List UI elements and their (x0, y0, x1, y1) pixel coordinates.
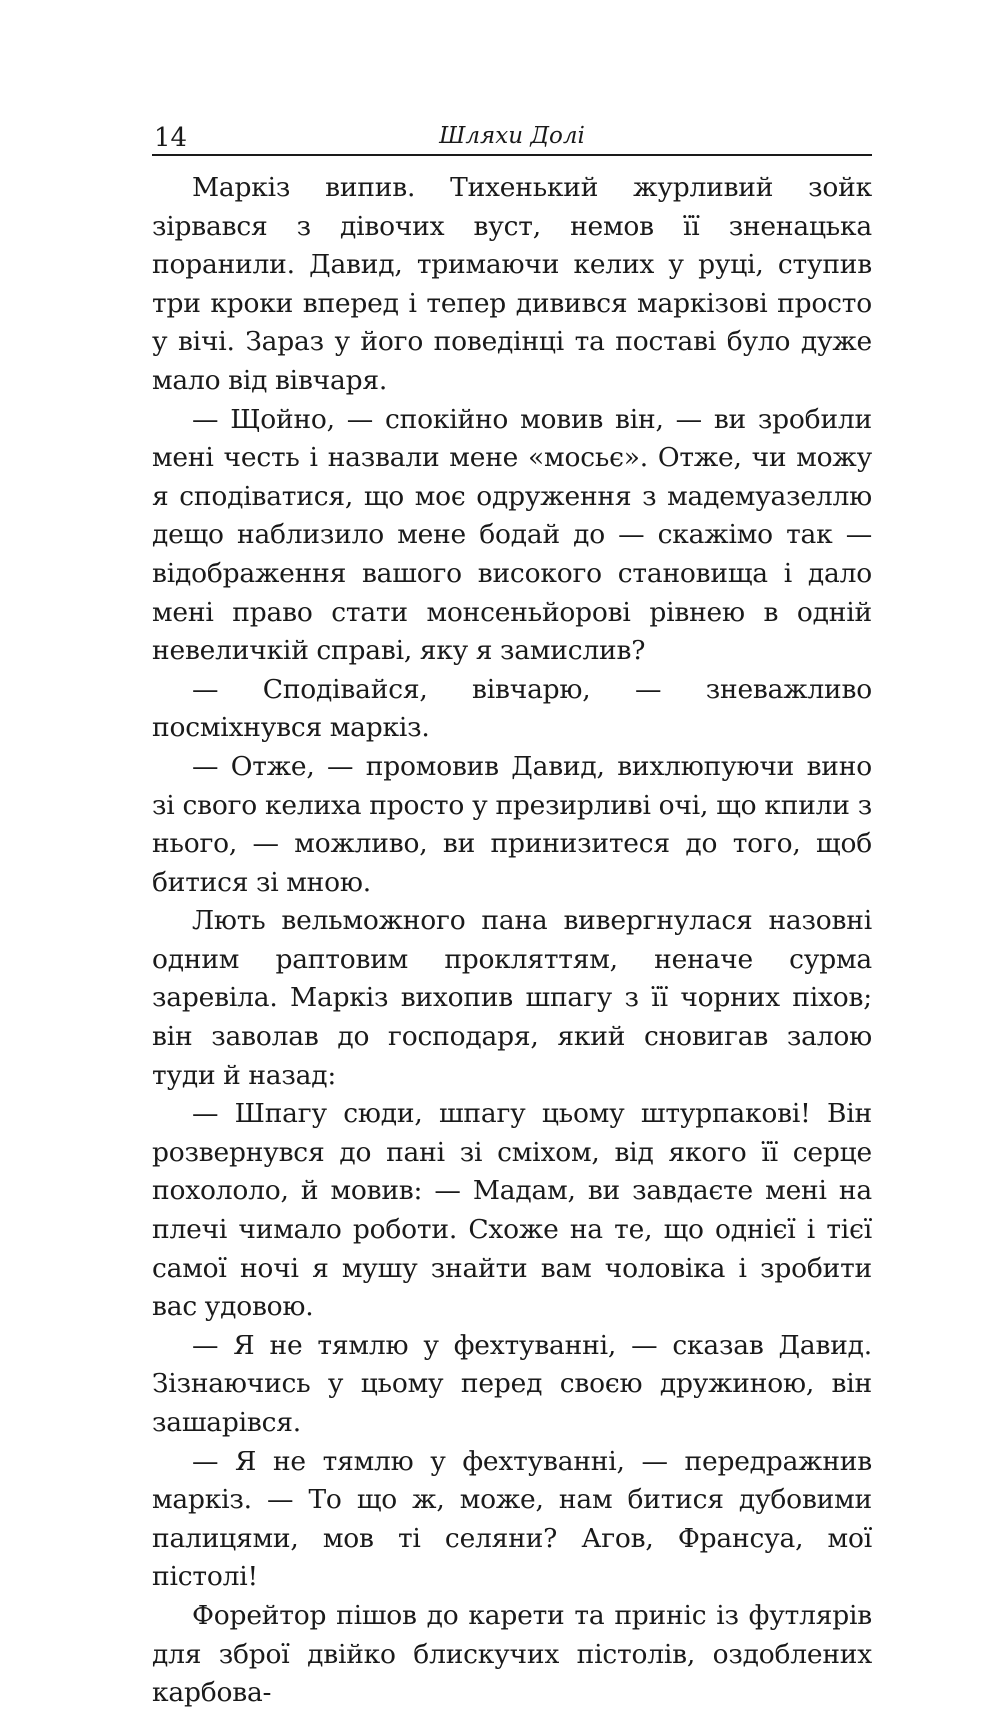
running-head (152, 118, 872, 156)
book-page (152, 118, 872, 1713)
paragraph: — Отже, — промовив Давид, вихлюпуючи вино зі свого келиха просто у презирливі очі, що кпили з нього, — можливо, ви принизитеся до того, щоб битися зі мною. (152, 750, 872, 898)
paragraph: — Сподівайся, вівчарю, — зневажливо посміхнувся маркіз. (152, 673, 872, 744)
paragraph: — Щойно, — спокійно мовив він, — ви зробили мені честь і назвали мене «мосьє». Отже, чи можу я сподіватися, що моє одруження з мадемуазеллю дещо наблизило мене бодай до — скажімо так — відображення вашого високого становища і дало мені право стати монсеньйорові рівнею в одній невеличкій справі, яку я замислив? (152, 403, 872, 667)
page-number: 14 (154, 123, 188, 153)
paragraph: — Я не тямлю у фехтуванні, — передражнив маркіз. — То що ж, може, нам битися дубовими палицями, мов ті селяни? Агов, Франсуа, мої пістолі! (152, 1445, 872, 1593)
paragraph: — Я не тямлю у фехтуванні, — сказав Давид. Зізнаючись у цьому перед своєю дружиною, він зашарівся. (152, 1329, 872, 1438)
paragraph: Маркіз випив. Тихенький журливий зойк зірвався з дівочих вуст, немов її зненацька поранили. Давид, тримаючи келих у руці, ступив три кроки вперед і тепер дивився маркізові просто у вічі. Зараз у його поведінці та поставі було дуже мало від вівчаря. (152, 172, 872, 396)
body-text (152, 169, 872, 1713)
book-title: Шляхи Долі (439, 123, 585, 149)
paragraph: Лють вельможного пана вивергнулася назовні одним раптовим прокляттям, неначе сурма заревіла. Маркіз вихопив шпагу з її чорних піхов; він заволав до господаря, який сновигав залою туди й назад: (152, 905, 872, 1091)
paragraph: — Шпагу сюди, шпагу цьому штурпакові! Він розвернувся до пані зі сміхом, від якого її серце похололо, й мовив: — Мадам, ви завдаєте мені на плечі чимало роботи. Схоже на те, що однієї і тієї самої ночі я мушу знайти вам чоловіка і зробити вас удовою. (152, 1098, 872, 1323)
paragraph: Форейтор пішов до карети та приніс із футлярів для зброї двійко блискучих пістолів, оздоблених карбова- (152, 1599, 872, 1709)
